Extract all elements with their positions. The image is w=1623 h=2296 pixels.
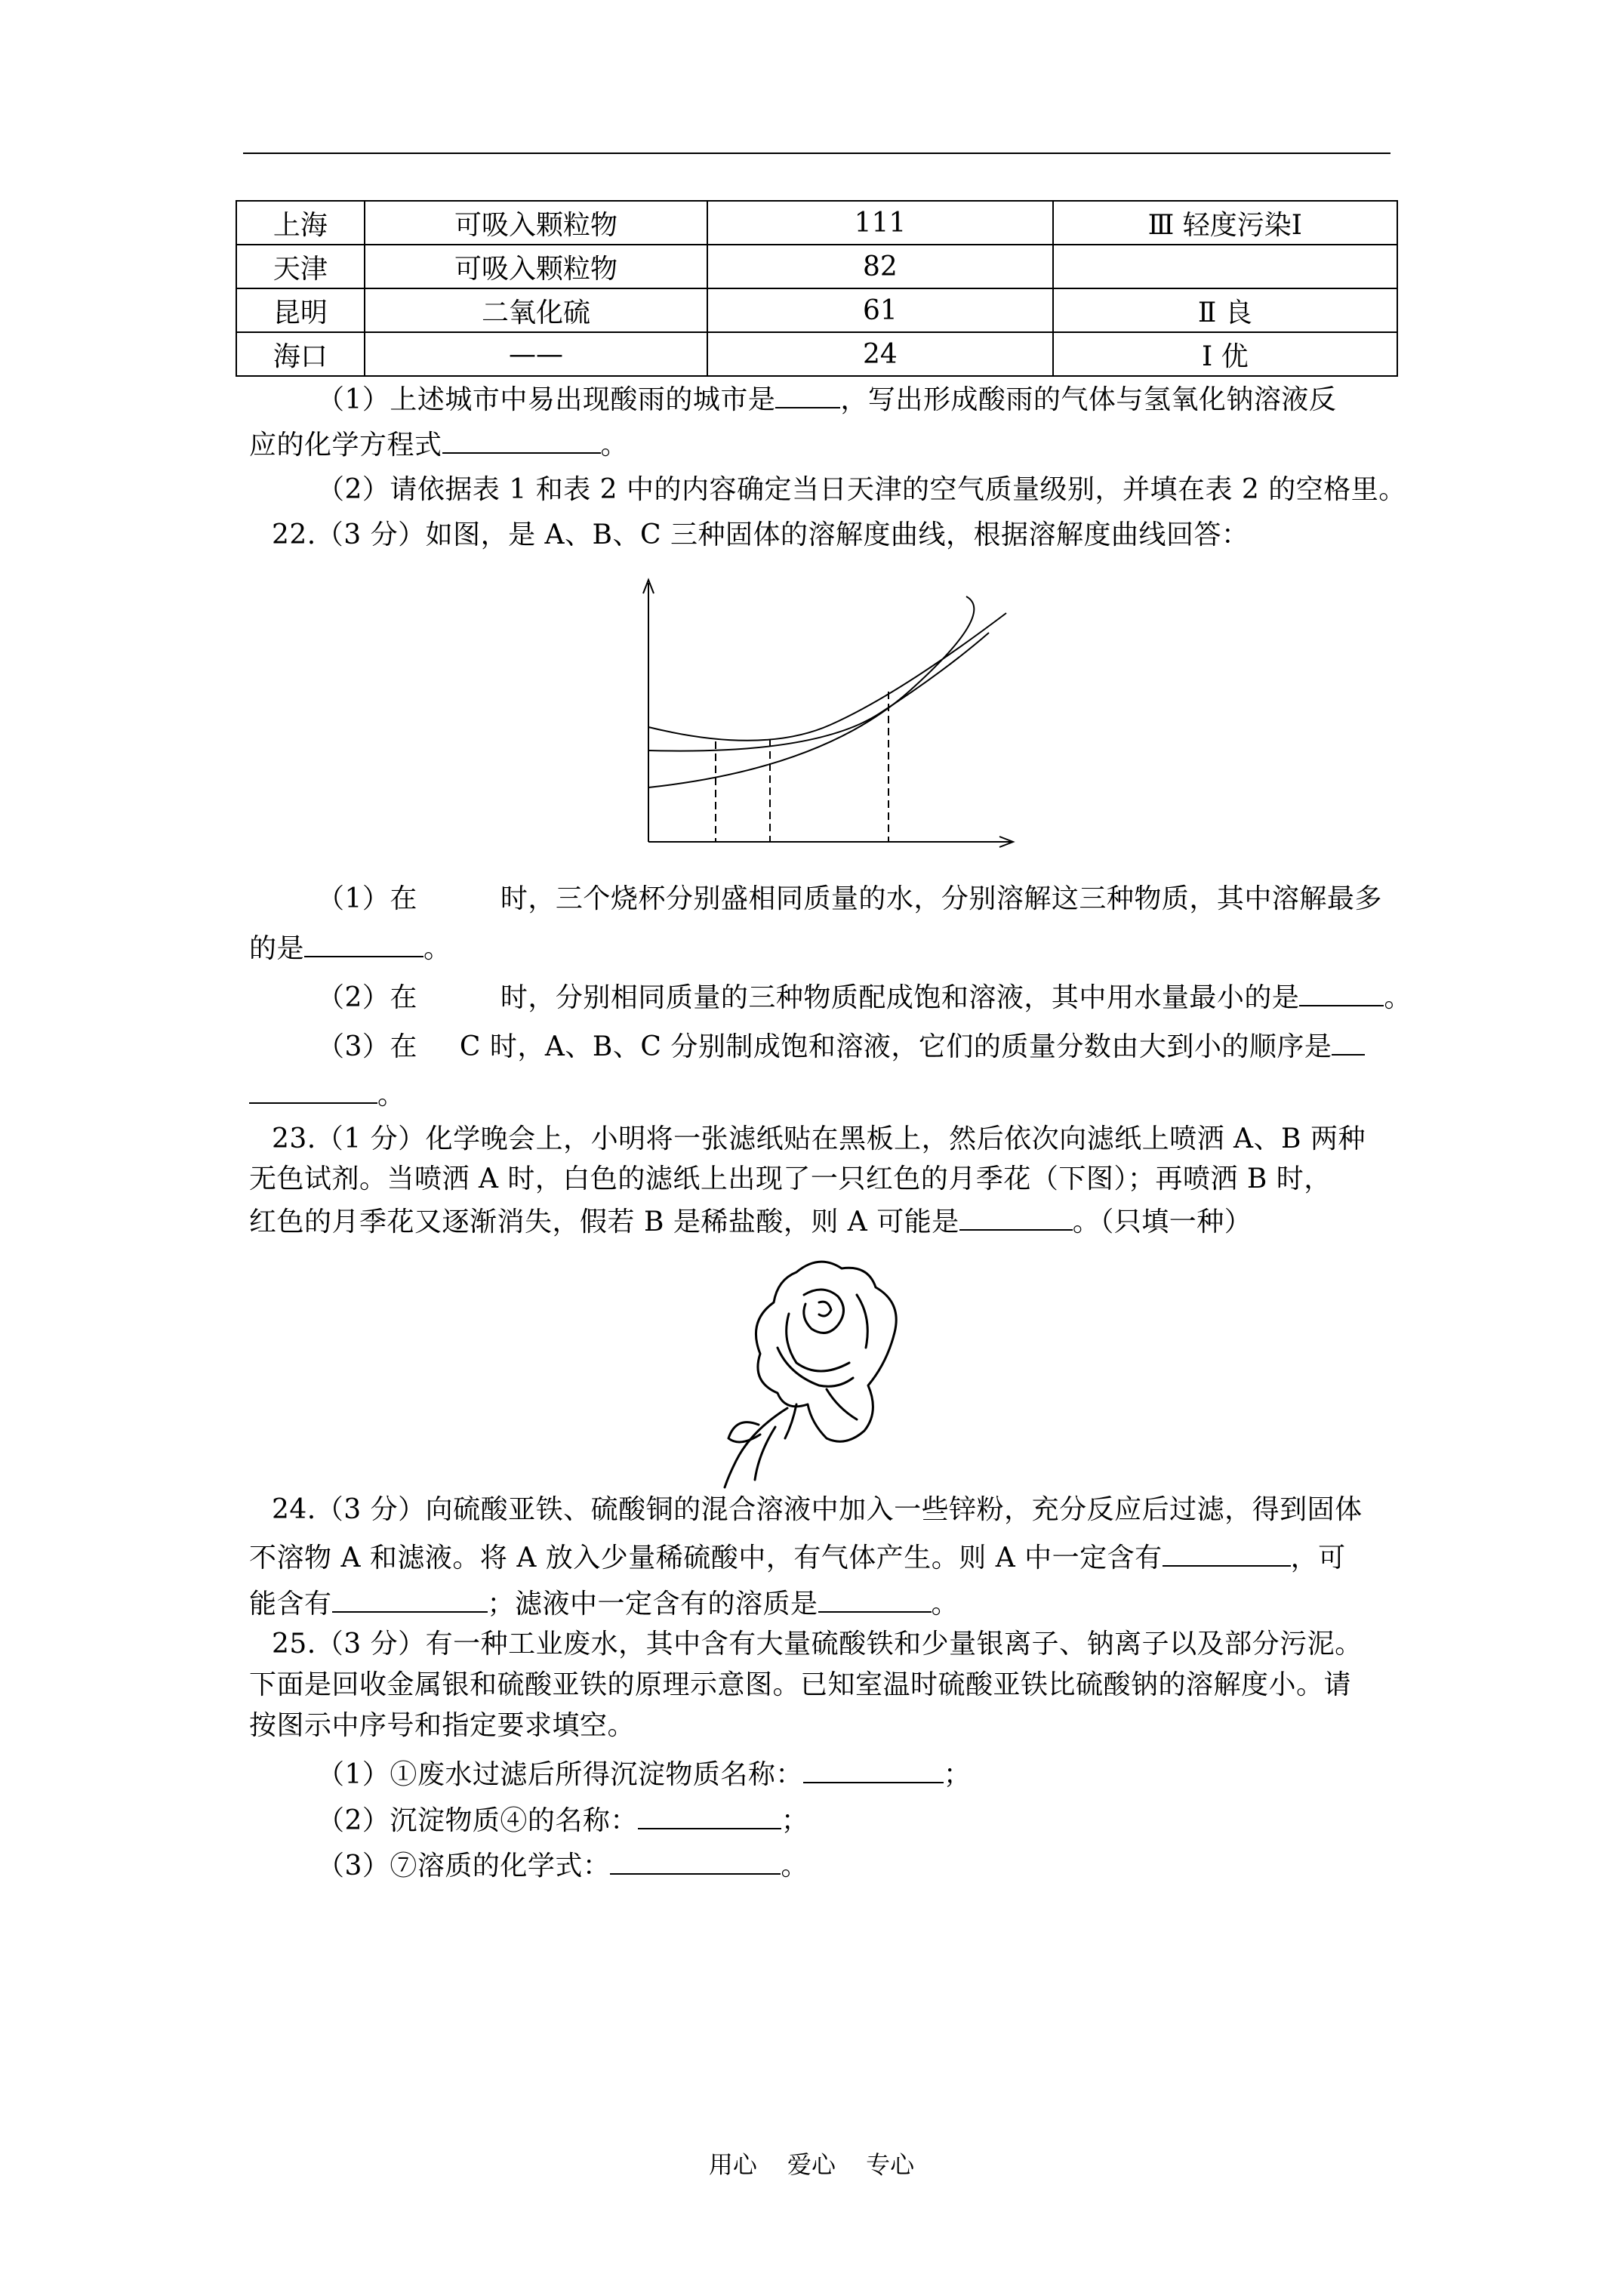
q22-part2: （2）在 时，分别相同质量的三种物质配成饱和溶液，其中用水量最小的是 。 [317, 979, 1412, 1015]
cell-index: 111 [707, 201, 1052, 245]
q22-part1-line2: 的是 。 [249, 930, 451, 966]
rose-illustration [706, 1250, 940, 1491]
table-row [236, 201, 1397, 245]
cell-index: 82 [707, 245, 1052, 288]
air-quality-table [236, 200, 1398, 377]
q25-line2: 下面是回收金属银和硫酸亚铁的原理示意图。已知室温时硫酸亚铁比硫酸钠的溶解度小。请 [249, 1669, 1352, 1700]
q24-line3: 能含有 ；滤液中一定含有的溶质是 。 [249, 1586, 959, 1621]
solubility-curve-diagram [634, 574, 1027, 861]
cell-level: Ⅱ 良 [1053, 288, 1397, 332]
table-row [236, 288, 1397, 332]
cell-pollutant: 可吸入颗粒物 [365, 245, 707, 288]
answer-blank[interactable] [1163, 1539, 1291, 1567]
curve-2 [648, 633, 989, 751]
cell-pollutant: 可吸入颗粒物 [365, 201, 707, 245]
answer-blank[interactable] [332, 1586, 488, 1613]
cell-pollutant: 二氧化硫 [365, 288, 707, 332]
cell-index: 24 [707, 332, 1052, 376]
q22-part1-line1: （1）在 时，三个烧杯分别盛相同质量的水，分别溶解这三种物质，其中溶解最多 [317, 883, 1382, 914]
q22-part3-line2: 。 [249, 1077, 405, 1112]
q25-part1: （1）①废水过滤后所得沉淀物质名称： ； [317, 1756, 971, 1792]
cell-city: 海口 [236, 332, 365, 376]
answer-blank[interactable] [959, 1203, 1073, 1231]
q25-part3: （3）⑦溶质的化学式： 。 [317, 1848, 808, 1883]
q24-line1: 24.（3 分）向硫酸亚铁、硫酸铜的混合溶液中加入一些锌粉，充分反应后过滤，得到固体 [272, 1494, 1363, 1525]
q25-part2: （2）沉淀物质④的名称： ； [317, 1802, 808, 1838]
q23-line3: 红色的月季花又逐渐消失，假若 B 是稀盐酸，则 A 可能是 。（只填一种） [249, 1203, 1252, 1239]
cell-city: 上海 [236, 201, 365, 245]
curve-3 [648, 596, 974, 787]
answer-blank[interactable] [249, 1077, 377, 1104]
q21-part1-line1: （1）上述城市中易出现酸雨的城市是 ，写出形成酸雨的气体与氢氧化钠溶液反 [317, 381, 1336, 417]
table-row [236, 245, 1397, 288]
curve-1 [648, 613, 1006, 741]
answer-blank[interactable] [803, 1756, 944, 1783]
q25-line3: 按图示中序号和指定要求填空。 [249, 1710, 636, 1741]
cell-level: Ⅰ 优 [1053, 332, 1397, 376]
cell-index: 61 [707, 288, 1052, 332]
answer-blank[interactable] [442, 427, 601, 454]
answer-blank[interactable] [304, 930, 423, 957]
cell-city: 昆明 [236, 288, 365, 332]
q22-intro: 22.（3 分）如图，是 A、B、C 三种固体的溶解度曲线，根据溶解度曲线回答： [272, 519, 1249, 550]
answer-blank[interactable] [1299, 979, 1384, 1006]
answer-blank[interactable] [818, 1586, 932, 1613]
cell-level [1053, 245, 1397, 288]
q23-line1: 23.（1 分）化学晚会上，小明将一张滤纸贴在黑板上，然后依次向滤纸上喷洒 A、B 两种 [272, 1123, 1366, 1154]
q25-line1: 25.（3 分）有一种工业废水，其中含有大量硫酸铁和少量银离子、钠离子以及部分污泥。 [272, 1629, 1363, 1660]
answer-blank[interactable] [638, 1802, 781, 1829]
table-row [236, 332, 1397, 376]
cell-level: Ⅲ 轻度污染Ⅰ [1053, 201, 1397, 245]
page-footer: 用心 爱心 专心 [708, 2150, 915, 2179]
answer-blank[interactable] [1332, 1028, 1365, 1056]
cell-pollutant: —— [365, 332, 707, 376]
cell-city: 天津 [236, 245, 365, 288]
answer-blank[interactable] [775, 381, 840, 408]
q21-part2: （2）请依据表 1 和表 2 中的内容确定当日天津的空气质量级别，并填在表 2 的空格里。 [317, 474, 1406, 505]
answer-blank[interactable] [610, 1848, 781, 1875]
rose-inner-petal [804, 1290, 844, 1333]
q21-part1-line2: 应的化学方程式 。 [249, 427, 628, 462]
header-rule [243, 153, 1390, 154]
q22-part3-line1: （3）在 C 时，A、B、C 分别制成饱和溶液，它们的质量分数由大到小的顺序是 [317, 1028, 1365, 1064]
q23-line2: 无色试剂。当喷洒 A 时，白色的滤纸上出现了一只红色的月季花（下图）；再喷洒 B 时， [249, 1163, 1332, 1194]
q24-line2: 不溶物 A 和滤液。将 A 放入少量稀硫酸中，有气体产生。则 A 中一定含有 ，可 [249, 1539, 1346, 1575]
